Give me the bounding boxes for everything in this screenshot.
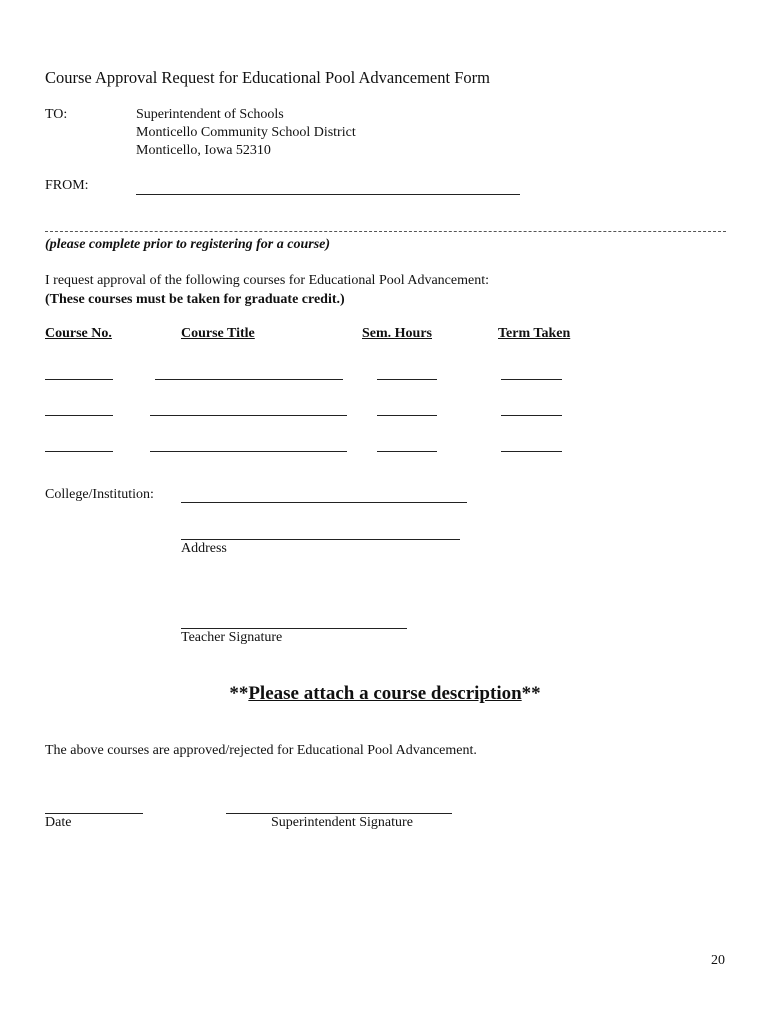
teacher-signature-label: Teacher Signature [181, 630, 283, 645]
superintendent-signature-label: Superintendent Signature [271, 815, 413, 830]
from-field-line[interactable] [136, 194, 520, 195]
section-divider [45, 231, 726, 232]
sem-hours-field[interactable] [377, 415, 437, 416]
course-title-field[interactable] [155, 379, 343, 380]
term-taken-field[interactable] [501, 415, 562, 416]
page-number: 20 [711, 953, 725, 968]
date-field-line[interactable] [45, 813, 143, 814]
address-label: Address [181, 541, 227, 556]
course-no-field[interactable] [45, 415, 113, 416]
address-field-line[interactable] [181, 539, 460, 540]
from-label: FROM: [45, 178, 89, 193]
form-title: Course Approval Request for Educational Pool Advancement Form [45, 68, 490, 87]
course-title-field[interactable] [150, 451, 347, 452]
date-label: Date [45, 815, 72, 830]
graduate-credit-note: (These courses must be taken for graduate credit.) [45, 292, 345, 307]
course-title-field[interactable] [150, 415, 347, 416]
term-taken-field[interactable] [501, 379, 562, 380]
column-header-course-title: Course Title [181, 326, 255, 341]
column-header-term-taken: Term Taken [498, 326, 571, 341]
approval-statement: The above courses are approved/rejected for Educational Pool Advancement. [45, 743, 477, 758]
recipient-line-1: Superintendent of Schools [136, 107, 284, 122]
course-no-field[interactable] [45, 379, 113, 380]
to-label: TO: [45, 107, 68, 122]
course-no-field[interactable] [45, 451, 113, 452]
column-header-sem-hours: Sem. Hours [362, 326, 432, 341]
teacher-signature-line[interactable] [181, 628, 407, 629]
attach-description-notice: **Please attach a course description** [229, 683, 541, 704]
college-field-line[interactable] [181, 502, 467, 503]
sem-hours-field[interactable] [377, 379, 437, 380]
column-header-course-no: Course No. [45, 326, 112, 341]
college-label: College/Institution: [45, 487, 154, 502]
request-text: I request approval of the following courses for Educational Pool Advancement: [45, 273, 489, 288]
superintendent-signature-line[interactable] [226, 813, 452, 814]
instruction-note: (please complete prior to registering for a course) [45, 237, 331, 252]
sem-hours-field[interactable] [377, 451, 437, 452]
recipient-line-2: Monticello Community School District [136, 125, 356, 140]
recipient-line-3: Monticello, Iowa 52310 [136, 143, 271, 158]
term-taken-field[interactable] [501, 451, 562, 452]
